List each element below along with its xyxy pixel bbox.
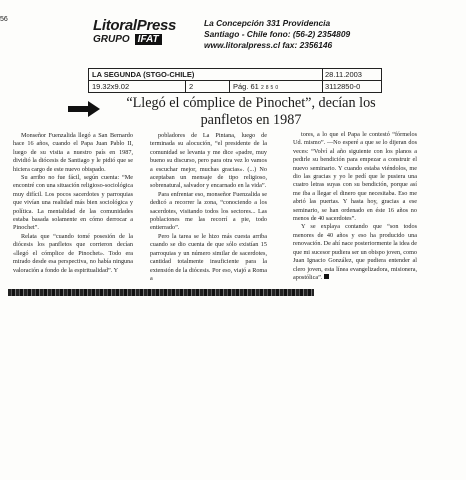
paragraph bbox=[293, 223, 417, 282]
paragraph: Para enfrentar eso, monseñor Fuenzalida se dedicó a recorrer la zona, “conociendo a los sacerdotes, visitando todos los sectores... Las poblaciones me las recorrí a pie, todo entierrado”. bbox=[150, 190, 267, 232]
article-column-2 bbox=[150, 132, 267, 283]
article-column-1 bbox=[13, 132, 133, 275]
date-cell: 28.11.2003 bbox=[325, 70, 362, 79]
brand-badge: IFAT bbox=[135, 34, 162, 45]
brand-name: LitoralPress bbox=[93, 17, 177, 34]
contact-block bbox=[204, 18, 350, 51]
paragraph: tores, a lo que el Papa le contestó “fórmelos Ud. mismo”. —No esperé a que se lo dijeran dos veces: “Volví al año siguiente con los planos a pedirle su bendición para empezar a construir el nuevo seminario. Y cuando estaba viéndolos, me dio las gracias y yo le pedí que le pusiera una cuatro letras suyas con su bendición, porque así me iba a llegar el dinero que necesitaba. Eso me abrió las puertas. Y hasta hoy, gracias a ese seminario, se han ordenado en éste 16 años no menos de 40 sacerdotes”. bbox=[293, 131, 417, 223]
paragraph-text: Y se explaya contando que “son todos menores de 40 años y eso ha producido una renovación. De ahí nace posteriormente la idea de que mi sucesor pudiera ser un obispo joven, como Juan Ignacio González, que pudiera entender al clero joven, esta línea evangelizadora, misionera, apostólica”. bbox=[293, 223, 417, 281]
paragraph: pobladores de La Pintana, luego de terminada su alocución, “el presidente de la comunidad se levanta y me dice «padre, muy bueno su discurso, pero para otra vez lo vamos a escuchar mejor, muchas gracias». (...) No aceptaban un mensaje de tipo religioso, sobrenatural, salvador y encarnado en la vida”. bbox=[150, 132, 267, 190]
page-corner-number: 56 bbox=[0, 16, 8, 23]
paragraph: Monseñor Fuenzalida llegó a San Bernardo hace 16 años, cuando el Papa Juan Pablo II, luego de su visita a nuestro país en 1987, dividió la diócesis de Santiago y le pidió que se hiciera cargo de este nuevo obispado. bbox=[13, 132, 133, 173]
publication-cell bbox=[92, 69, 317, 80]
publication-section: (STGO-CHILE) bbox=[143, 70, 195, 79]
contact-phone: Santiago - Chile fono: (56-2) 2354809 bbox=[204, 29, 351, 39]
page-cell: Pág. 61 bbox=[233, 82, 259, 91]
end-mark-icon bbox=[324, 274, 329, 279]
publication-name: LA SEGUNDA bbox=[92, 70, 142, 79]
litoralpress-logo bbox=[93, 18, 185, 45]
brand-subline bbox=[93, 34, 185, 45]
scan-noise-band bbox=[8, 289, 314, 296]
paragraph: Su arribo no fue fácil, según cuenta: “Me encontré con una situación religioso-sociológica muy difícil. Los pocos sacerdotes y parroquias que vivían una realidad más bien sociológica y política. La mentalidad de las comunidades estaba basada solamente en cómo derrocar a Pinochet”. bbox=[13, 174, 133, 232]
barcode-number: 2850 bbox=[261, 85, 281, 91]
clipping-header-table bbox=[88, 68, 382, 93]
table-divider bbox=[229, 80, 230, 92]
code-cell: 3112850-0 bbox=[325, 82, 361, 91]
contact-web-fax: www.litoralpress.cl fax: 2356146 bbox=[204, 40, 333, 50]
paragraph: Pero la tarea se le hizo más cuesta arriba cuando se dio cuenta de que sólo existían 15 parroquias y un número similar de sacerdotes, cantidad totalmente insuficiente para la extensión de la diócesis. Por eso, viajó a Roma a bbox=[150, 232, 267, 282]
paragraph: Relata que “cuando tomé posesión de la diócesis los panfletos que corrieron decían «llegó el cómplice de Pinochet». Todo era mirado desde esa perspectiva, no había ninguna valoración a fondo de la espiritualidad”. Y bbox=[13, 232, 133, 274]
table-divider bbox=[322, 69, 323, 92]
edition-cell: 2 bbox=[189, 82, 194, 91]
contact-address: La Concepción 331 Providencia bbox=[204, 18, 331, 28]
headline: “Llegó el cómplice de Pinochet”, decían los panfletos en 1987 bbox=[126, 95, 376, 128]
size-cell: 19.32x9.02 bbox=[92, 82, 130, 91]
table-divider bbox=[185, 80, 186, 92]
brand-group: GRUPO bbox=[93, 34, 130, 45]
article-column-3 bbox=[293, 131, 417, 282]
arrow-right-icon bbox=[68, 101, 100, 117]
